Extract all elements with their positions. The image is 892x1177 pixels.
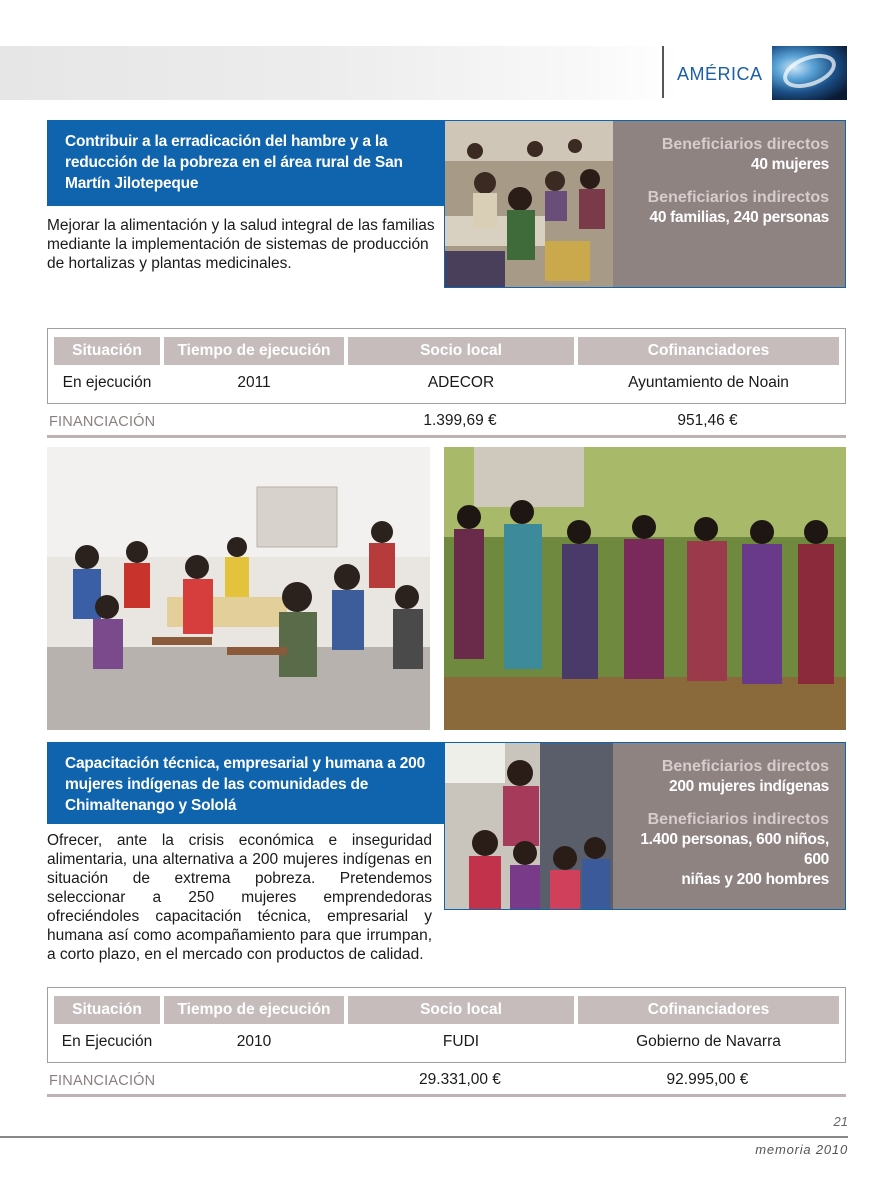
indirect-beneficiaries-label: Beneficiarios indirectos — [647, 811, 829, 828]
project-1-title: Contribuir a la erradicación del hambre y a la reducción de la pobreza en el área rural de San Martín Jilotepeque — [47, 120, 445, 206]
financing-cofin-value: 92.995,00 € — [666, 1071, 749, 1088]
project-2-description: Ofrecer, ante la crisis económica e inseguridad alimentaria, una alternativa a 200 mujeres indígenas en situación de extrema pobreza. Pretendemos seleccionar a 250 mujeres emprendedoras ofreciéndoles capacitación técnica, empresarial y humana así como acompañamiento para que irrumpan, a corto plazo, en el mercado con productos de calidad. — [47, 832, 432, 963]
indirect-beneficiaries-label: Beneficiarios indirectos — [647, 189, 829, 206]
direct-beneficiaries-value: 200 mujeres indígenas — [669, 778, 829, 795]
table-cell-socio: ADECOR — [427, 374, 495, 391]
project-2-beneficiaries — [613, 742, 846, 910]
header-band — [0, 46, 680, 100]
section-title: AMÉRICA — [677, 64, 763, 84]
table-cell-tiempo: 2011 — [237, 374, 271, 391]
table-header-cofinanciadores: Cofinanciadores — [578, 996, 839, 1024]
table-cell-socio: FUDI — [442, 1033, 480, 1050]
direct-beneficiaries-value: 40 mujeres — [751, 156, 829, 173]
table-cell-situacion: En ejecución — [62, 374, 152, 391]
financing-cofin-value: 951,46 € — [677, 412, 738, 429]
table-header-tiempo: Tiempo de ejecución — [164, 337, 344, 365]
women-group-photo-image — [444, 447, 846, 730]
women-children-photo — [445, 743, 614, 910]
table-header-tiempo: Tiempo de ejecución — [164, 996, 344, 1024]
project-2-table — [47, 987, 846, 1063]
footer-rule — [0, 1136, 848, 1138]
table-header-cofinanciadores: Cofinanciadores — [578, 337, 839, 365]
financing-label: FINANCIACIÓN — [49, 1073, 156, 1089]
classroom-photo-image — [47, 447, 430, 730]
table-cell-cofinanciadores: Gobierno de Navarra — [636, 1033, 781, 1050]
table-header-socio: Socio local — [348, 337, 574, 365]
table-header-socio: Socio local — [348, 996, 574, 1024]
section-divider — [662, 46, 664, 98]
indirect-beneficiaries-value-line-2: niñas y 200 hombres — [681, 871, 829, 888]
indirect-beneficiaries-value: 40 familias, 240 personas — [649, 209, 829, 226]
project-2-photo — [444, 742, 614, 910]
project-2-title: Capacitación técnica, empresarial y humana a 200 mujeres indígenas de las comunidades de Chimaltenango y Sololá — [47, 742, 445, 824]
indirect-beneficiaries-value-line-1: 1.400 personas, 600 niños, 600 — [640, 831, 829, 868]
financing-label: FINANCIACIÓN — [49, 414, 156, 430]
footer-publication: memoria 2010 — [755, 1142, 848, 1157]
project-1-financing — [47, 408, 846, 438]
project-1-table — [47, 328, 846, 404]
classroom-photo-1 — [445, 121, 614, 288]
section-thumbnail — [772, 46, 847, 100]
table-cell-tiempo: 2010 — [236, 1033, 272, 1050]
table-header-situacion: Situación — [54, 996, 160, 1024]
table-cell-situacion: En Ejecución — [61, 1033, 153, 1050]
direct-beneficiaries-label: Beneficiarios directos — [661, 136, 829, 153]
direct-beneficiaries-label: Beneficiarios directos — [661, 758, 829, 775]
women-group-photo — [444, 447, 846, 730]
project-1-photo — [444, 120, 614, 288]
financing-local-value: 1.399,69 € — [423, 412, 497, 429]
project-1-description: Mejorar la alimentación y la salud integral de las familias mediante la implementación de sistemas de producción de hortalizas y plantas medicinales. — [47, 217, 435, 272]
project-1-beneficiaries — [613, 120, 846, 288]
project-2-financing — [47, 1067, 846, 1097]
table-header-situacion: Situación — [54, 337, 160, 365]
classroom-photo — [47, 447, 430, 730]
page-number: 21 — [833, 1114, 848, 1129]
table-cell-cofinanciadores: Ayuntamiento de Noain — [628, 374, 789, 391]
financing-local-value: 29.331,00 € — [419, 1071, 501, 1088]
